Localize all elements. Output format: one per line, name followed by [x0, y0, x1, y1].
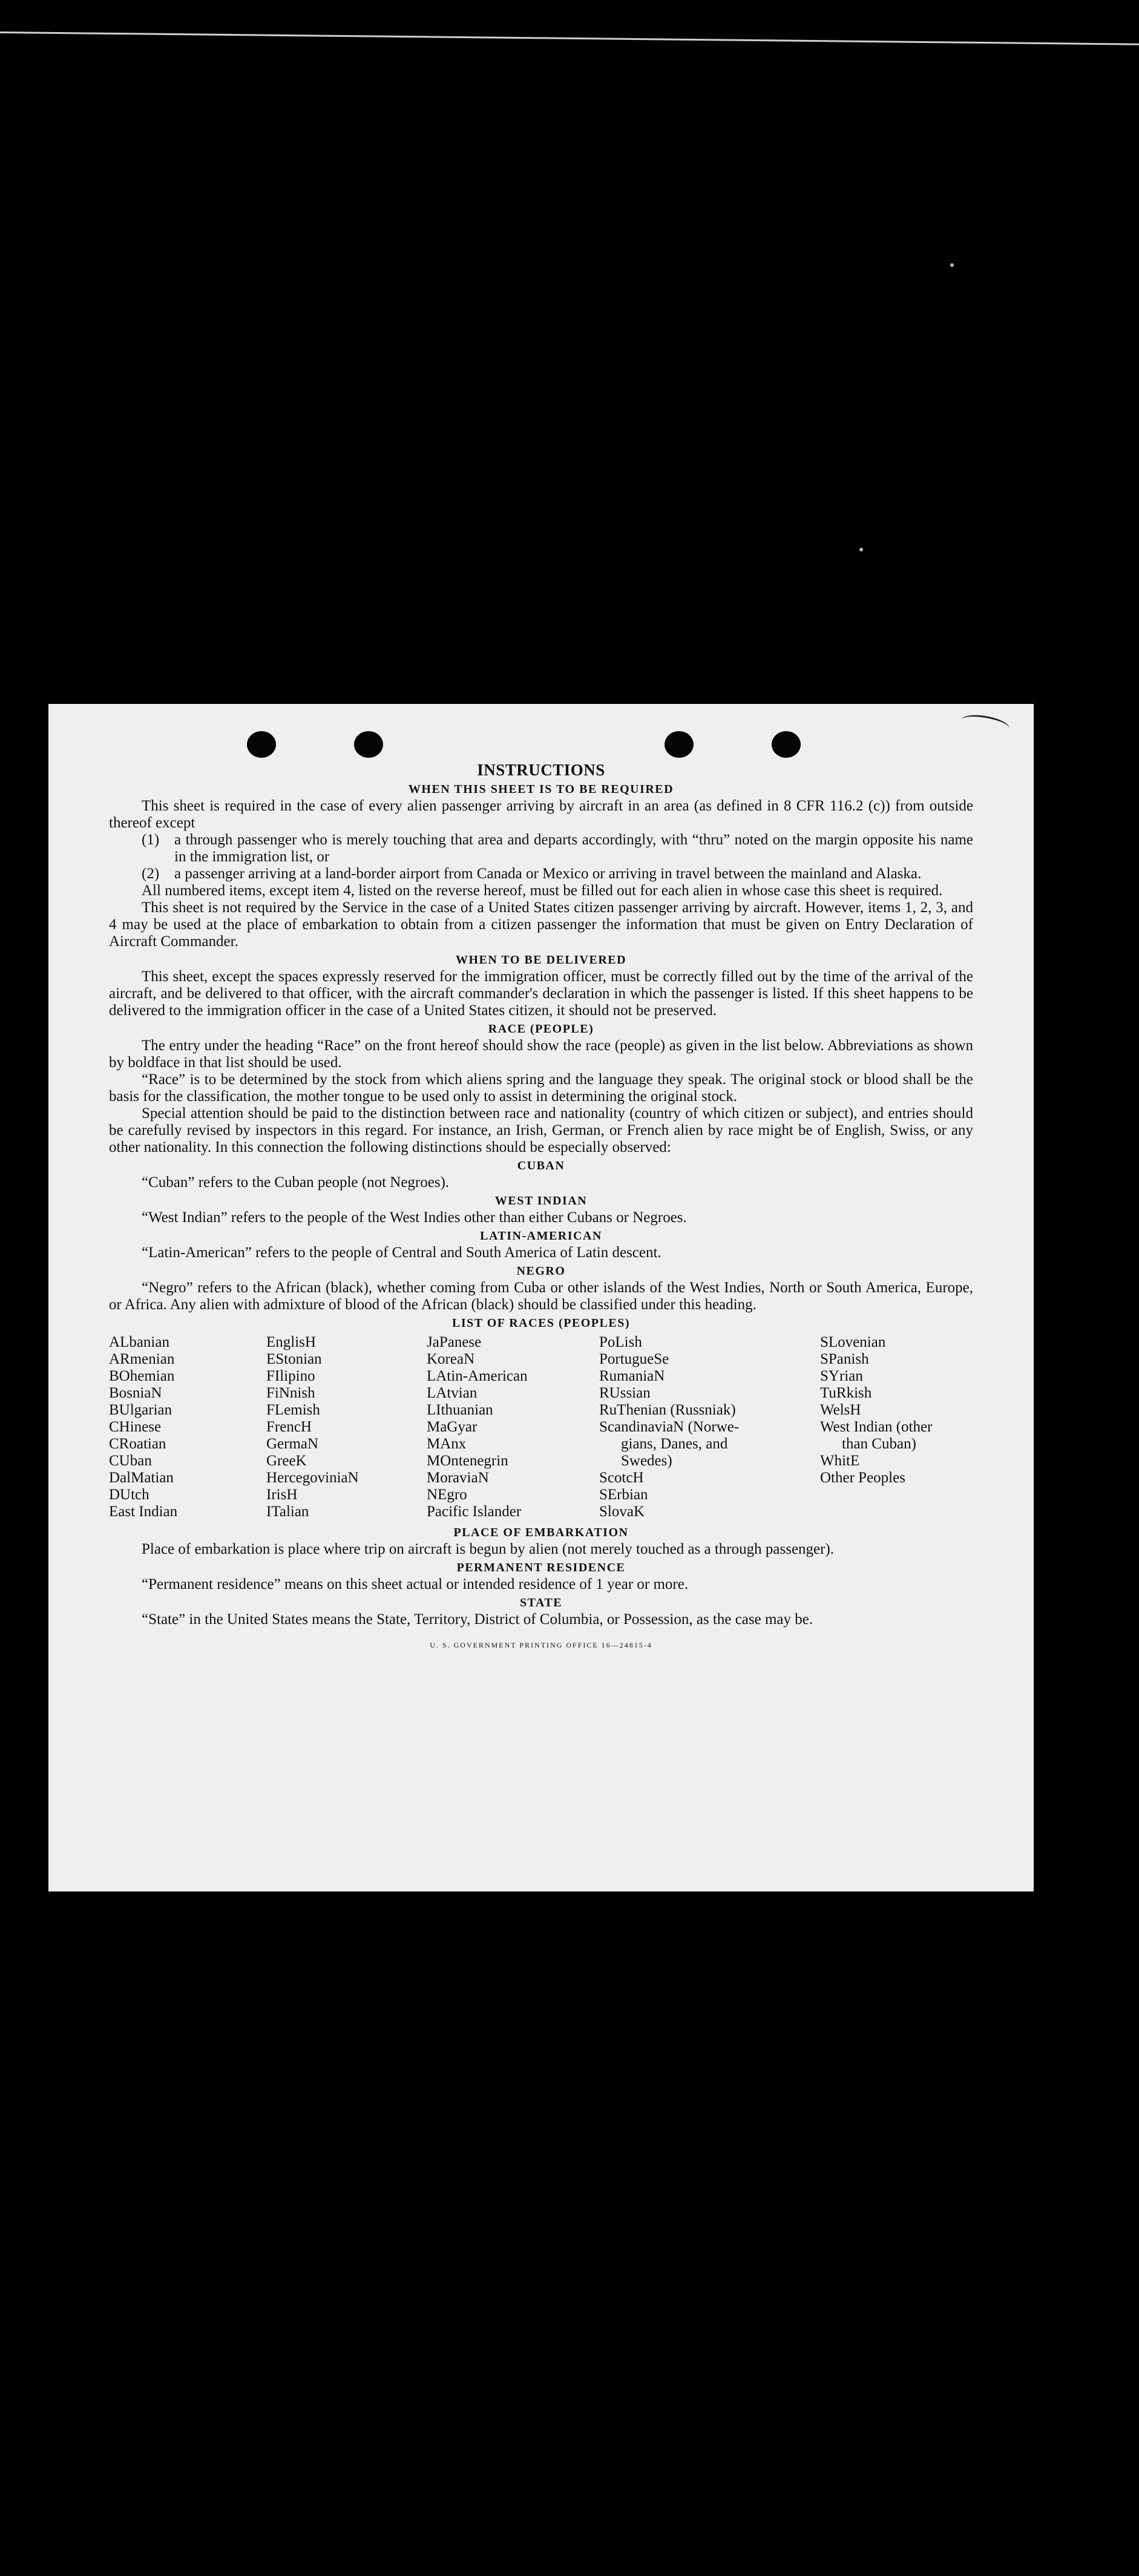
- scan-edge-line: [0, 31, 1139, 45]
- list-item-text: a through passenger who is merely touching that area and departs accordingly, with “thru” noted on the margin opposite his name in the immigration list, or: [174, 832, 973, 865]
- race-entry: SlovaK: [599, 1503, 645, 1520]
- race-entry: West Indian (other: [820, 1419, 933, 1435]
- pen-mark: [960, 712, 1010, 736]
- punch-hole: [354, 731, 383, 758]
- race-entry: JaPanese: [427, 1334, 482, 1350]
- list-item-1: [142, 832, 973, 866]
- race-entry: LIthuanian: [427, 1402, 493, 1418]
- race-entry: EnglisH: [266, 1334, 316, 1350]
- section-heading-latin-american: LATIN-AMERICAN: [480, 1229, 602, 1243]
- race-entry: MAnx: [427, 1436, 467, 1452]
- paragraph-numbered-items: All numbered items, except item 4, listed on the reverse hereof, must be filled out for each alien in whose case this sheet is required.: [142, 882, 943, 899]
- section-heading-race: RACE (PEOPLE): [488, 1022, 594, 1036]
- race-entry: LAtvian: [427, 1385, 478, 1401]
- section-heading-delivered: WHEN TO BE DELIVERED: [455, 953, 627, 967]
- section-heading-required: WHEN THIS SHEET IS TO BE REQUIRED: [408, 783, 674, 796]
- paragraph-west-indian: “West Indian” refers to the people of the West Indies other than either Cubans or Negroes.: [142, 1209, 687, 1226]
- race-entry: SYrian: [820, 1368, 863, 1384]
- paragraph-citizen: This sheet is not required by the Service in the case of a United States citizen passenger arriving by aircraft. However, items 1, 2, 3, and 4 may be used at the place of embarkation to obtain from a citizen passenger the information that must be given on Entry Declaration of Aircraft Commander.: [109, 899, 973, 950]
- race-entry: MOntenegrin: [427, 1453, 508, 1469]
- race-entry: East Indian: [109, 1503, 178, 1520]
- races-column-4: [599, 1334, 820, 1520]
- race-entry: SLovenian: [820, 1334, 886, 1350]
- race-entry-continued: than Cuban): [842, 1436, 916, 1452]
- race-entry: ScotcH: [599, 1470, 644, 1486]
- race-entry-continued: Swedes): [621, 1453, 672, 1469]
- punch-hole: [665, 731, 694, 758]
- race-entry: TuRkish: [820, 1385, 872, 1401]
- race-entry: KoreaN: [427, 1351, 475, 1367]
- race-entry: SPanish: [820, 1351, 869, 1367]
- race-entry: HercegoviniaN: [266, 1470, 359, 1486]
- punch-hole: [247, 731, 276, 758]
- race-entry: BUlgarian: [109, 1402, 172, 1418]
- race-entry: GreeK: [266, 1453, 307, 1469]
- race-entry: BosniaN: [109, 1385, 162, 1401]
- race-entry: WhitE: [820, 1453, 860, 1469]
- section-heading-permanent-residence: PERMANENT RESIDENCE: [456, 1561, 626, 1574]
- race-entry: RUssian: [599, 1385, 651, 1401]
- race-entry: IrisH: [266, 1487, 298, 1503]
- race-entry: MoraviaN: [427, 1470, 489, 1486]
- paragraph-negro: “Negro” refers to the African (black), whether coming from Cuba or other islands of the West Indies, North or South America, Europe, or Africa. Any alien with admixture of blood of the African (black) should be classified under this heading.: [109, 1280, 973, 1313]
- list-item-text: a passenger arriving at a land-border airport from Canada or Mexico or arriving in travel between the mainland and Alaska.: [174, 866, 922, 882]
- race-entry: ITalian: [266, 1503, 309, 1520]
- section-heading-embarkation: PLACE OF EMBARKATION: [453, 1526, 629, 1539]
- race-entry: DalMatian: [109, 1470, 174, 1486]
- race-entry: MaGyar: [427, 1419, 478, 1435]
- printer-imprint: U. S. GOVERNMENT PRINTING OFFICE 16—24815-4: [430, 1641, 652, 1649]
- punch-hole: [772, 731, 801, 758]
- race-entry: Other Peoples: [820, 1470, 905, 1486]
- race-entry: CHinese: [109, 1419, 162, 1435]
- paragraph-required: This sheet is required in the case of every alien passenger arriving by aircraft in an area (as defined in 8 CFR 116.2 (c)) from outside thereof except: [109, 798, 973, 831]
- section-heading-state: STATE: [519, 1596, 563, 1609]
- section-heading-list-of-races: LIST OF RACES (PEOPLES): [451, 1316, 630, 1330]
- race-entry: Pacific Islander: [427, 1503, 522, 1520]
- paragraph-cuban: “Cuban” refers to the Cuban people (not Negroes).: [142, 1174, 450, 1191]
- list-item-number: (2): [142, 866, 160, 882]
- document-title: INSTRUCTIONS: [477, 761, 605, 779]
- section-heading-negro: NEGRO: [516, 1264, 566, 1278]
- race-entry: SErbian: [599, 1487, 648, 1503]
- scan-speck: [859, 548, 863, 551]
- race-entry: CRoatian: [109, 1436, 166, 1452]
- paragraph-embarkation: Place of embarkation is place where trip on aircraft is begun by alien (not merely touched as a through passenger).: [142, 1541, 835, 1557]
- instructions-content: [109, 761, 973, 1654]
- races-list: [109, 1334, 973, 1520]
- race-entry: BOhemian: [109, 1368, 175, 1384]
- scan-speck: [950, 263, 954, 267]
- races-column-1: [109, 1334, 266, 1520]
- race-entry-continued: gians, Danes, and: [621, 1436, 728, 1452]
- race-entry: FLemish: [266, 1402, 320, 1418]
- race-entry: LAtin-American: [427, 1368, 528, 1384]
- race-entry: ARmenian: [109, 1351, 175, 1367]
- race-entry: PoLish: [599, 1334, 642, 1350]
- race-entry: EStonian: [266, 1351, 322, 1367]
- race-entry: FrencH: [266, 1419, 312, 1435]
- paragraph-race-3: Special attention should be paid to the distinction between race and nationality (country of which citizen or subject), and entries should be carefully revised by inspectors in this regard. For instance, an Irish, German, or French alien by race might be of English, Swiss, or any other nationality. In this connection the following distinctions should be especially observed:: [109, 1105, 973, 1155]
- races-column-2: [266, 1334, 427, 1520]
- paragraph-delivered: This sheet, except the spaces expressly reserved for the immigration officer, must be correctly filled out by the time of the arrival of the aircraft, and be delivered to that officer, with the aircraft commander's declaration in which the passenger is listed. If this sheet happens to be delivered to the immigration officer in the case of a United States citizen, it should not be preserved.: [109, 968, 973, 1019]
- race-entry: FiNnish: [266, 1385, 315, 1401]
- section-heading-cuban: CUBAN: [517, 1159, 565, 1172]
- list-item-number: (1): [142, 832, 160, 848]
- race-entry: RuThenian (Russniak): [599, 1402, 736, 1418]
- paragraph-latin-american: “Latin-American” refers to the people of Central and South America of Latin descent.: [142, 1244, 661, 1261]
- race-entry: RumaniaN: [599, 1368, 665, 1384]
- instruction-sheet: [48, 704, 1034, 1891]
- races-column-3: [427, 1334, 599, 1520]
- race-entry: FIlipino: [266, 1368, 315, 1384]
- paragraph-permanent-residence: “Permanent residence” means on this sheet actual or intended residence of 1 year or more.: [142, 1576, 689, 1592]
- race-entry: ScandinaviaN (Norwe-: [599, 1419, 740, 1435]
- race-entry: NEgro: [427, 1487, 467, 1503]
- race-entry: DUtch: [109, 1487, 149, 1503]
- race-entry: PortugueSe: [599, 1351, 669, 1367]
- paragraph-state: “State” in the United States means the State, Territory, District of Columbia, or Possession, as the case may be.: [142, 1611, 813, 1628]
- paragraph-race-1: The entry under the heading “Race” on the front hereof should show the race (people) as given in the list below. Abbreviations as shown by boldface in that list should be used.: [109, 1037, 973, 1071]
- paragraph-race-2: “Race” is to be determined by the stock from which aliens spring and the language they speak. The original stock or blood shall be the basis for the classification, the mother tongue to be used only to assist in determining the original stock.: [109, 1071, 973, 1105]
- race-entry: GermaN: [266, 1436, 319, 1452]
- race-entry: CUban: [109, 1453, 152, 1469]
- race-entry: WelsH: [820, 1402, 861, 1418]
- race-entry: ALbanian: [109, 1334, 169, 1350]
- section-heading-west-indian: WEST INDIAN: [494, 1194, 588, 1208]
- list-item-2: [142, 866, 973, 882]
- races-column-5: [820, 1334, 973, 1520]
